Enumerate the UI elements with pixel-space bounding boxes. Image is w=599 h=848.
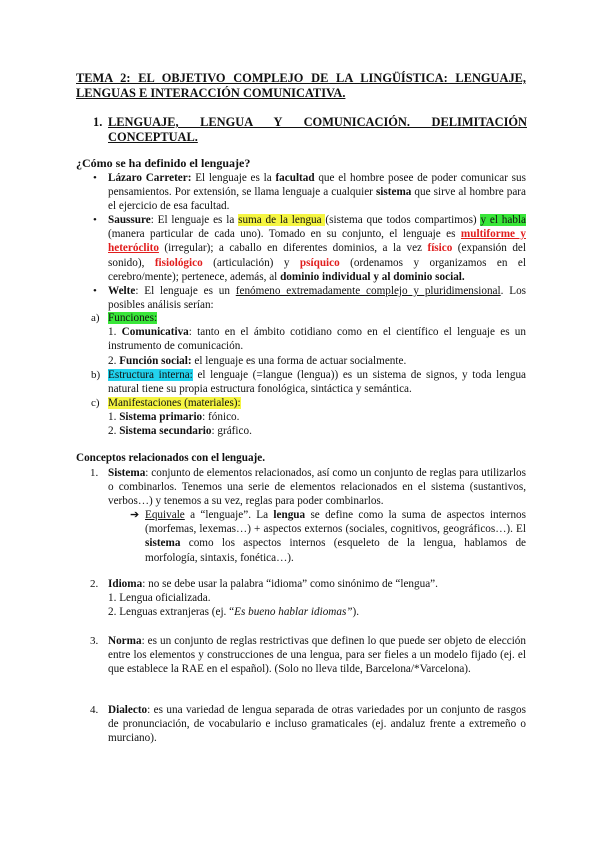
text: . Los posibles análisis serían:: [108, 285, 527, 312]
keyword: Dialecto: [108, 704, 148, 716]
keyword: lengua: [273, 509, 306, 521]
text: (irregular); a caballo en diferentes dominios, a la vez: [158, 242, 428, 255]
welte-paragraph: [108, 284, 526, 312]
text: que el hombre posee de poder comunicar sus pensamientos. Por extensión, se llama lenguaje a cualquier: [108, 172, 526, 199]
keyword: Sistema primario: [119, 411, 203, 424]
text: 1.: [108, 411, 120, 424]
concept-norma: [108, 634, 526, 677]
keyword: Comunicativa: [121, 326, 189, 339]
list-item-estructura: [108, 368, 526, 396]
bullet: •: [93, 285, 97, 297]
lazaro-paragraph: [108, 171, 526, 214]
author-name: Welte: [108, 285, 136, 297]
concept-sistema: [108, 466, 526, 509]
section-heading-1: [93, 115, 527, 144]
list-label: b): [91, 369, 101, 381]
text: (manera particular de cada uno). Tomado en su conjunto, el lenguaje es: [108, 228, 461, 241]
red-keyword: fisiológico: [154, 256, 203, 269]
text: que sirve al hombre para el ejercicio de esa facultad.: [108, 186, 526, 213]
underlined-text: Equivale: [145, 509, 185, 521]
text: a “lenguaje”. La: [184, 509, 274, 521]
text: (expansión del sonido),: [108, 242, 526, 269]
keyword: Norma: [108, 635, 142, 647]
concept-equivale: [145, 508, 526, 565]
section-heading-line-2: CONCEPTUAL.: [108, 130, 198, 144]
text: como los aspectos internos (esqueleto de la lengua, hablamos de morfología, sintaxis, fonética…).: [145, 537, 526, 564]
title-line-2: LENGUAS E INTERACCIÓN COMUNICATIVA.: [76, 86, 346, 100]
list-label: a): [91, 312, 100, 324]
highlight: suma de la lengua: [238, 214, 326, 226]
list-item-manifestaciones: [108, 396, 526, 439]
document-title: [76, 71, 526, 101]
highlight: y el habla: [480, 214, 526, 226]
text: : fónico.: [202, 411, 240, 424]
list-number: 1.: [90, 467, 99, 479]
bullet: •: [93, 172, 97, 184]
text: : no se debe usar la palabra “idioma” como sinónimo de “lengua”.: [142, 578, 438, 590]
text: ).: [352, 606, 360, 619]
keyword: Sistema: [108, 467, 146, 479]
list-number: 3.: [90, 635, 99, 647]
red-keyword: multiforme y heteróclito: [108, 228, 526, 255]
highlight: Estructura interna:: [108, 369, 193, 381]
text: el lenguaje (=langue (lengua)) es un sistema de signos, y toda lengua natural tiene su propia estructura fonológica, sintáctica y semántica.: [108, 369, 526, 396]
section-number: 1.: [93, 115, 103, 129]
keyword: dominio individual y al dominio social.: [280, 270, 465, 283]
text: 2.: [108, 425, 120, 438]
bullet: •: [93, 214, 97, 226]
keyword: sistema: [145, 537, 181, 550]
text: (ordenamos y organizamos en el cerebro/mente); pertenece, además, al: [108, 256, 527, 283]
keyword: Función social:: [119, 354, 192, 367]
text: (sistema que todos compartimos): [325, 214, 481, 226]
saussure-paragraph: [108, 213, 526, 284]
question-heading: ¿Cómo se ha definido el lenguaje?: [76, 156, 251, 170]
author-name: Saussure: [108, 214, 151, 226]
text: : conjunto de elementos relacionados, así como un conjunto de reglas para utilizarlos o combinarlos. Tenemos una serie de elementos relacionados en el sistema (sustantivos, verbos…) y tenemos a su vez, reglas para poder combinarlos.: [108, 467, 526, 508]
list-item-funciones: [108, 311, 526, 368]
concept-idioma: [108, 577, 526, 620]
text: se define como la suma de aspectos internos (morfemas, lexemas…) + aspectos externos (sociales, cognitivos, geográficos…). El: [145, 509, 526, 536]
keyword: Idioma: [108, 578, 143, 590]
underlined-text: fenómeno extremadamente complejo y pluridimensional: [235, 285, 501, 297]
text: el lenguaje es una forma de actuar socialmente.: [191, 354, 407, 367]
highlight: Manifestaciones (materiales):: [108, 397, 241, 409]
keyword: sistema: [375, 186, 412, 199]
concepts-heading: Conceptos relacionados con el lenguaje.: [76, 452, 266, 464]
text: El lenguaje es la: [191, 172, 276, 184]
list-number: 2.: [90, 578, 99, 590]
section-heading-line-1: LENGUAJE, LENGUA Y COMUNICACIÓN. DELIMITACIÓN: [108, 115, 527, 129]
red-keyword: físico: [427, 242, 453, 255]
text: (articulación) y: [202, 256, 300, 269]
keyword: Sistema secundario: [119, 425, 212, 438]
concept-dialecto: [108, 703, 526, 746]
red-keyword: psíquico: [299, 256, 340, 269]
italic-text: Es bueno hablar idiomas”: [234, 606, 353, 619]
text: : gráfico.: [211, 425, 252, 438]
keyword: facultad: [275, 172, 315, 184]
title-line-1: TEMA 2: EL OBJETIVO COMPLEJO DE LA LINGÜÍSTICA: LENGUAJE,: [76, 71, 526, 85]
text: : El lenguaje es la: [150, 214, 239, 226]
arrow-icon: ➔: [130, 509, 140, 521]
highlight: Funciones:: [108, 312, 158, 324]
text: 1. Lengua oficializada.: [108, 592, 211, 605]
list-number: 4.: [90, 704, 99, 716]
text: 1.: [108, 326, 122, 339]
text: : El lenguaje es un: [135, 285, 236, 297]
author-name: Lázaro Carreter:: [108, 172, 192, 184]
text: 2.: [108, 354, 120, 367]
text: : tanto en el ámbito cotidiano como en el científico el lenguaje es un instrumento de comunicación.: [108, 326, 526, 353]
text: : es una variedad de lengua separada de otras variedades por un conjunto de rasgos de pronunciación, de vocabulario e incluso gramaticales (ej. andaluz frente a extremeño o murciano).: [108, 704, 526, 745]
text: 2. Lenguas extranjeras (ej. “: [108, 606, 235, 619]
list-label: c): [91, 397, 100, 409]
text: : es un conjunto de reglas restrictivas que definen lo que puede ser objeto de elección entre los elementos y construcciones de una lengua, para ser fieles a un modelo fijado (ej. el que establece la RAE en el español). (Solo no lleva tilde, Barcelona/*Varcelona).: [108, 635, 526, 676]
